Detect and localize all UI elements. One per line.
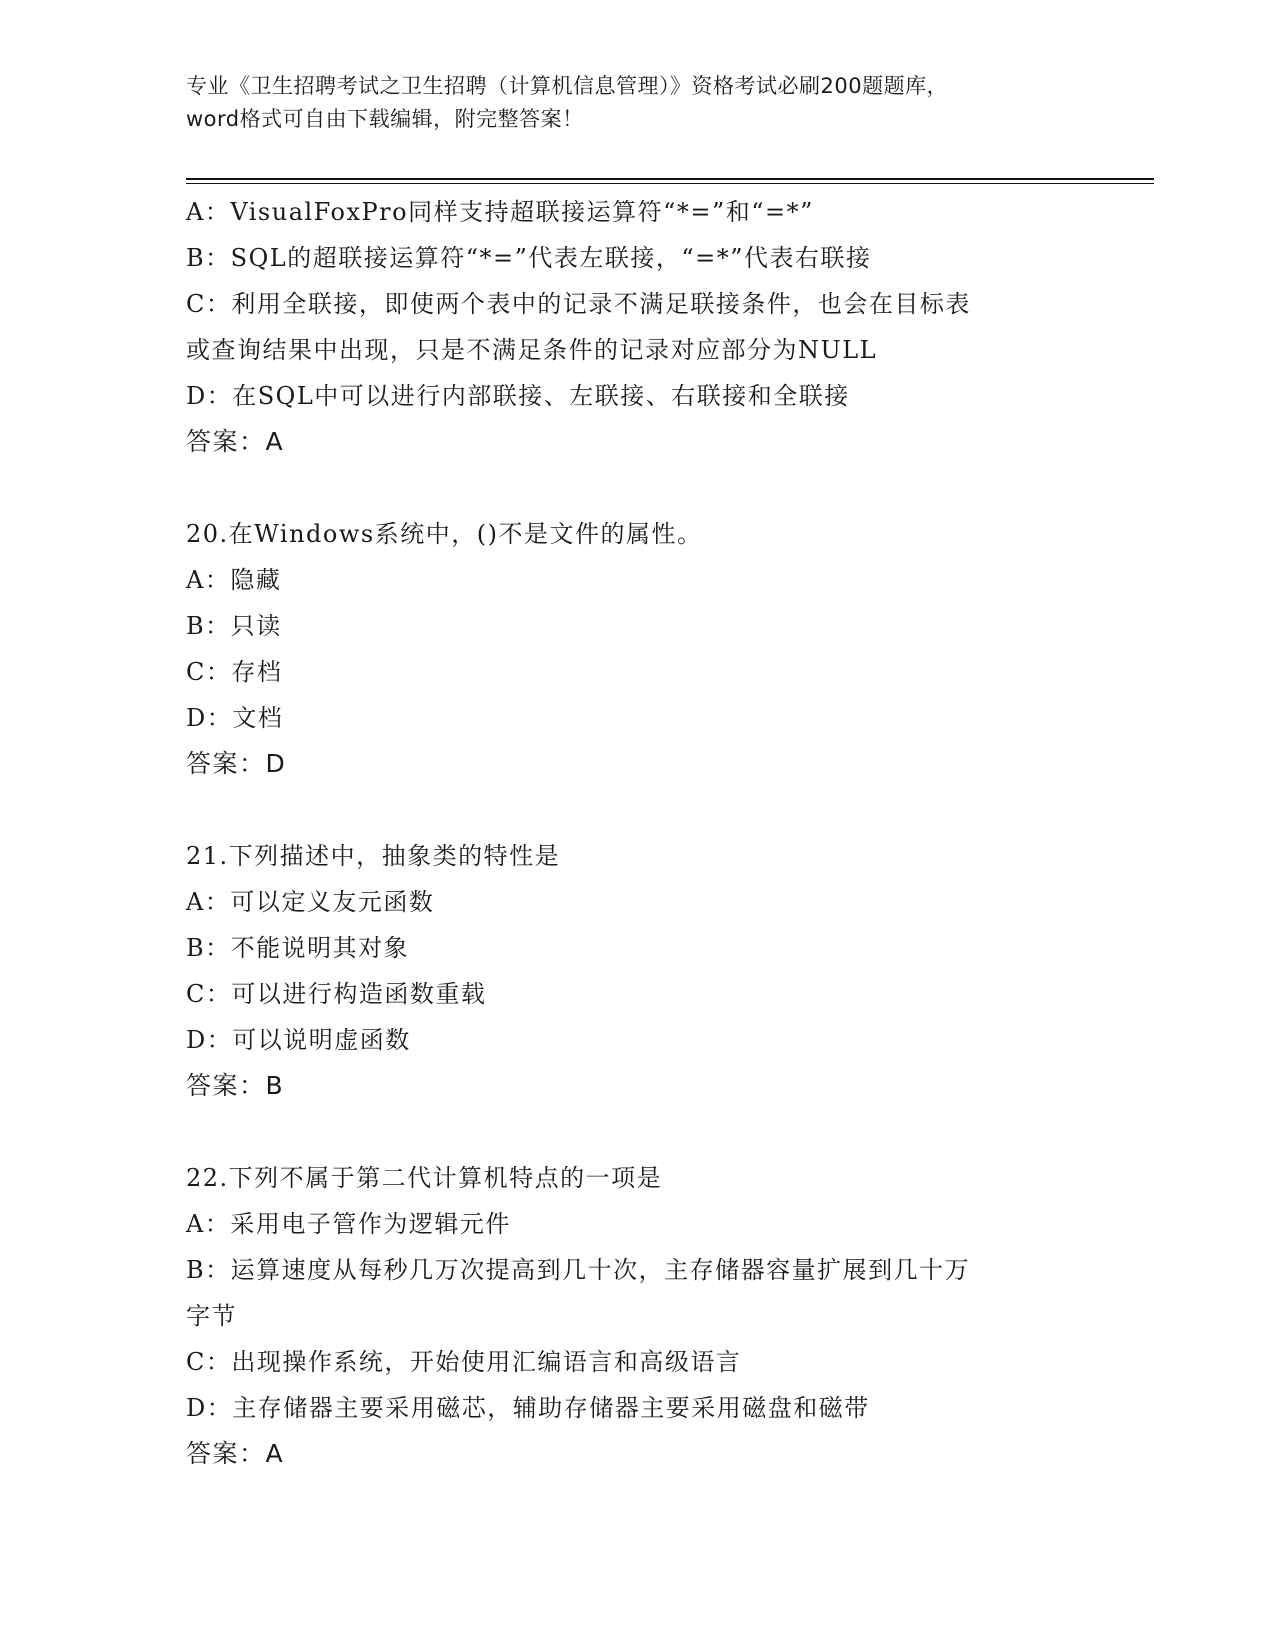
option-c: C：利用全联接，即使两个表中的记录不满足联接条件，也会在目标表	[186, 290, 971, 318]
option-b: B：运算速度从每秒几万次提高到几十次，主存储器容量扩展到几十万	[186, 1256, 971, 1284]
header-rule-thick	[186, 178, 1154, 180]
option-c: C：出现操作系统，开始使用汇编语言和高级语言	[186, 1348, 742, 1376]
option-a: A：采用电子管作为逻辑元件	[186, 1210, 511, 1238]
option-d: D：可以说明虚函数	[186, 1026, 411, 1054]
option-b: B：只读	[186, 612, 282, 640]
document-header	[186, 70, 1086, 136]
header-line-1: 专业《卫生招聘考试之卫生招聘（计算机信息管理）》资格考试必刷200题题库，	[186, 74, 949, 98]
question-stem: 21.下列描述中，抽象类的特性是	[186, 842, 561, 870]
option-c: C：可以进行构造函数重载	[186, 980, 487, 1008]
question-block-22	[186, 1155, 1086, 1477]
option-a: A：隐藏	[186, 566, 282, 594]
answer-label: 答案：A	[186, 427, 285, 456]
option-b: B：SQL的超联接运算符“*=”代表左联接，“=*”代表右联接	[186, 244, 872, 272]
header-line-2: word格式可自由下载编辑，附完整答案！	[186, 107, 584, 131]
option-a: A：VisualFoxPro同样支持超联接运算符“*=”和“=*”	[186, 198, 814, 226]
option-a: A：可以定义友元函数	[186, 888, 435, 916]
question-block-21	[186, 833, 1086, 1109]
answer-label: 答案：A	[186, 1439, 285, 1468]
spacer	[186, 1109, 1086, 1155]
option-b-continued: 字节	[186, 1302, 237, 1330]
answer-label: 答案：D	[186, 749, 287, 778]
option-b: B：不能说明其对象	[186, 934, 410, 962]
option-c: C：存档	[186, 658, 283, 686]
question-content	[186, 189, 1086, 1477]
option-d: D：文档	[186, 704, 284, 732]
spacer	[186, 465, 1086, 511]
option-d: D：在SQL中可以进行内部联接、左联接、右联接和全联接	[186, 382, 850, 410]
header-rule-thin	[186, 183, 1154, 184]
question-stem: 20.在Windows系统中，()不是文件的属性。	[186, 520, 703, 548]
question-block-20	[186, 511, 1086, 787]
spacer	[186, 787, 1086, 833]
answer-label: 答案：B	[186, 1071, 285, 1100]
question-block-prev	[186, 189, 1086, 465]
option-d: D：主存储器主要采用磁芯，辅助存储器主要采用磁盘和磁带	[186, 1394, 870, 1422]
question-stem: 22.下列不属于第二代计算机特点的一项是	[186, 1164, 663, 1192]
option-c-continued: 或查询结果中出现，只是不满足条件的记录对应部分为NULL	[186, 336, 878, 364]
